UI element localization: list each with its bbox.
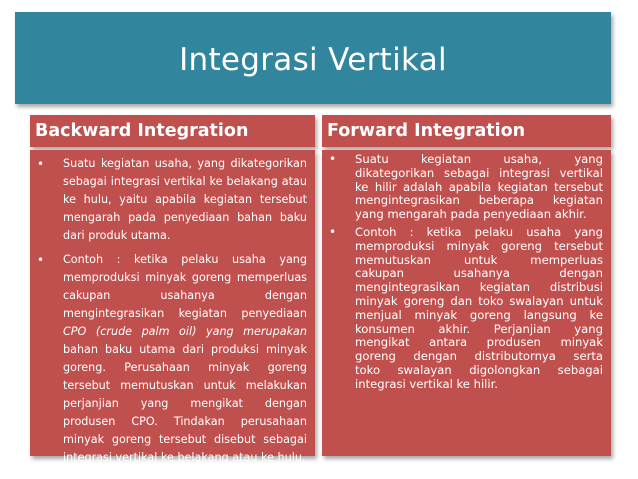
text-line: CPO (crude palm oil) yang merupakan bbox=[63, 325, 307, 338]
forward-bullet-list bbox=[322, 153, 603, 392]
forward-bullet-item bbox=[329, 152, 603, 222]
bullet-icon: • bbox=[329, 152, 337, 166]
text-line: Contoh : ketika pelaku usaha yang bbox=[63, 253, 307, 266]
text-line: cakupan usahanya dengan bbox=[63, 289, 307, 302]
text-line: dari produk utama. bbox=[63, 229, 171, 242]
text-line: goreng. Perusahaan minyak goreng bbox=[63, 361, 307, 374]
text-line: konsumen akhir. Perjanjian yang bbox=[355, 321, 603, 336]
text-line: mengintegrasikan kegiatan penyediaan bbox=[63, 307, 307, 320]
text-line: minyak goreng dan toko swalayan untuk bbox=[355, 293, 603, 308]
text-line: Suatu kegiatan usaha, yang bbox=[355, 152, 603, 166]
text-line: menjual minyak goreng langsung ke bbox=[355, 307, 603, 322]
text-line: mengintegrasikan beberapa kegiatan bbox=[355, 193, 603, 208]
text-line: memutuskan untuk memperluas bbox=[355, 252, 603, 267]
text-line: memproduksi minyak goreng memperluas bbox=[63, 271, 307, 284]
text-line: toko swalayan digolongkan sebagai bbox=[355, 362, 603, 377]
forward-heading: Forward Integration bbox=[322, 115, 611, 147]
text-line: Contoh : ketika pelaku usaha yang bbox=[355, 224, 603, 239]
slide-title: Integrasi Vertikal bbox=[179, 42, 447, 78]
text-line: minyak goreng tersebut disebut sebagai bbox=[63, 433, 307, 446]
forward-bullet-item bbox=[329, 224, 603, 392]
backward-bullet-item bbox=[37, 155, 307, 245]
text-line: mengarah pada penyediaan bahan baku bbox=[63, 211, 307, 224]
text-line: ke hulu, yaitu apabila kegiatan tersebut bbox=[63, 193, 307, 206]
forward-content bbox=[322, 150, 611, 456]
text-line: sebagai integrasi vertikal ke belakang atau bbox=[63, 175, 307, 188]
text-line: integrasi vertikal ke hilir. bbox=[355, 376, 498, 391]
text-line: produsen CPO. Tindakan perusahaan bbox=[63, 415, 307, 428]
bullet-icon: • bbox=[37, 157, 45, 171]
text-line: integrasi vertikal ke belakang atau ke hulu. bbox=[63, 451, 306, 464]
text-line: perjanjian yang mengikat dengan bbox=[63, 397, 307, 410]
text-line: tersebut memutuskan untuk melakukan bbox=[63, 379, 307, 392]
text-line: mengintegrasikan kegiatan distribusi bbox=[355, 280, 603, 295]
text-line: goreng dengan distributornya serta bbox=[355, 349, 603, 364]
backward-bullet-item bbox=[37, 251, 307, 467]
text-line: yang mengarah pada penyediaan akhir. bbox=[355, 207, 587, 222]
text-line: bahan baku utama dari produksi minyak bbox=[63, 343, 307, 356]
backward-heading: Backward Integration bbox=[30, 115, 315, 147]
text-line: mengikat antara produsen minyak bbox=[355, 335, 603, 350]
text-line: memproduksi minyak goreng tersebut bbox=[355, 238, 603, 253]
text-line: dikategorikan sebagai integrasi vertikal bbox=[355, 165, 603, 180]
backward-content bbox=[30, 150, 315, 464]
text-line: cakupan usahanya dengan bbox=[355, 266, 603, 281]
text-line: ke hilir adalah apabila kegiatan tersebut bbox=[355, 179, 603, 194]
bullet-icon: • bbox=[37, 253, 45, 267]
text-line: Suatu kegiatan usaha, yang dikategorikan bbox=[63, 157, 307, 170]
backward-bullet-list bbox=[30, 155, 307, 467]
slide-title-bar bbox=[15, 12, 611, 104]
bullet-icon: • bbox=[329, 224, 337, 239]
